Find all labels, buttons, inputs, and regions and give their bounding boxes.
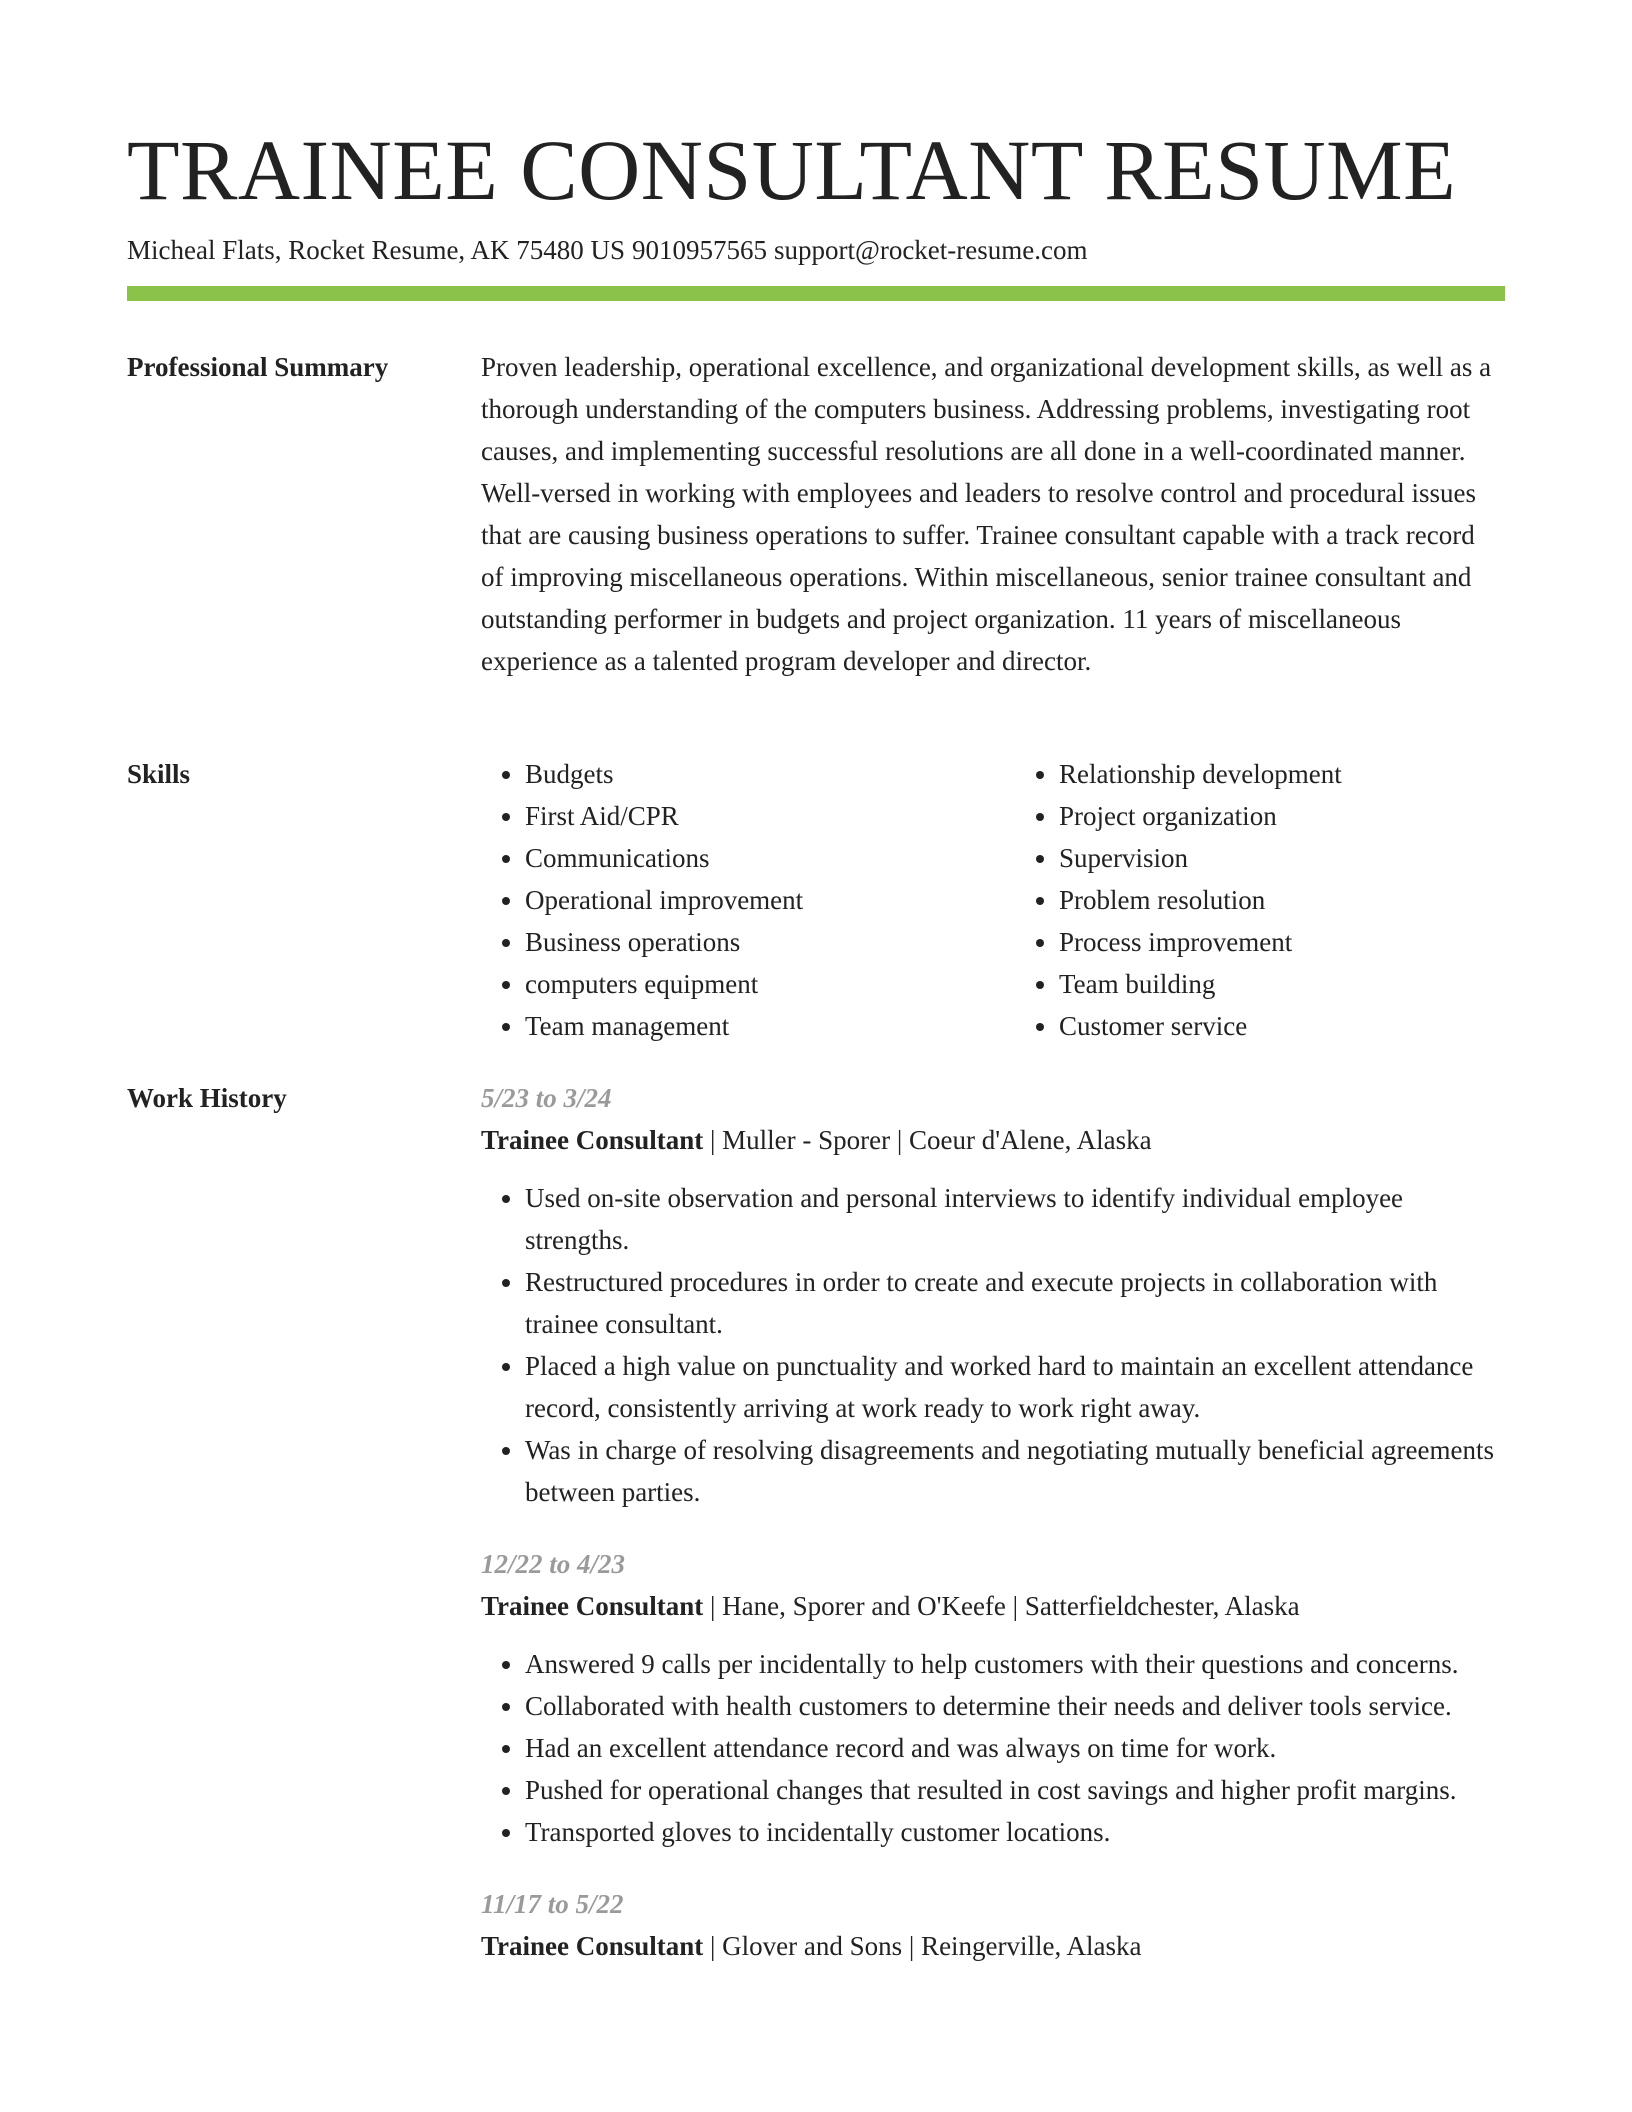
job-company: Hane, Sporer and O'Keefe	[722, 1591, 1006, 1621]
job-bullet: • Answered 9 calls per incidentally to help customers with their questions and concerns.	[525, 1643, 1505, 1685]
skills-label: Skills	[127, 759, 191, 789]
job-bullet: • Was in charge of resolving disagreements and negotiating mutually beneficial agreements between parties.	[525, 1429, 1505, 1513]
skill-item: • Team building	[1059, 963, 1505, 1005]
skill-item: • Communications	[525, 837, 971, 879]
summary-body	[481, 346, 1503, 682]
job-bullet: • Placed a high value on punctuality and worked hard to maintain an excellent attendance record, consistently arriving at work ready to work right away.	[525, 1345, 1505, 1429]
skill-item: • Budgets	[525, 753, 971, 795]
skill-item: • Problem resolution	[1059, 879, 1505, 921]
job-separator: |	[703, 1125, 723, 1155]
job-separator: |	[703, 1591, 723, 1621]
job-dates: 12/22 to 4/23	[481, 1549, 626, 1579]
header-divider	[127, 286, 1505, 301]
skill-item: • Project organization	[1059, 795, 1505, 837]
job-separator: |	[902, 1931, 922, 1961]
job-separator: |	[703, 1931, 723, 1961]
skill-item: • computers equipment	[525, 963, 971, 1005]
job-entry	[481, 1883, 1505, 1967]
job-dates: 11/17 to 5/22	[481, 1889, 624, 1919]
job-location: Coeur d'Alene, Alaska	[909, 1125, 1152, 1155]
skill-item: • Supervision	[1059, 837, 1505, 879]
summary-text: Proven leadership, operational excellence, and organizational development skills, as well as a thorough understanding of the computers business. Addressing problems, investigating root causes, and implementing successful resolutions are all done in a well-coordinated manner. Well-versed in working with employees and leaders to resolve control and procedural issues that are causing business operations to suffer. Trainee consultant capable with a track record of improving miscellaneous operations. Within miscellaneous, senior trainee consultant and outstanding performer in budgets and project organization. 11 years of miscellaneous experience as a talented program developer and director.	[481, 352, 1492, 676]
skill-item: • Relationship development	[1059, 753, 1505, 795]
job-role: Trainee Consultant	[481, 1931, 704, 1961]
job-title-line	[481, 1119, 1505, 1161]
job-entry	[481, 1077, 1505, 1513]
work-history-body	[481, 1077, 1505, 1997]
work-history-label: Work History	[127, 1083, 287, 1113]
job-role: Trainee Consultant	[481, 1591, 704, 1621]
job-bullet: • Restructured procedures in order to create and execute projects in collaboration with trainee consultant.	[525, 1261, 1505, 1345]
skill-item: • Operational improvement	[525, 879, 971, 921]
job-entry	[481, 1543, 1505, 1853]
job-title-line	[481, 1585, 1505, 1627]
skill-item: • First Aid/CPR	[525, 795, 971, 837]
summary-label: Professional Summary	[127, 352, 389, 382]
job-bullet-list	[481, 1177, 1505, 1513]
job-bullet: • Collaborated with health customers to determine their needs and deliver tools service.	[525, 1685, 1505, 1727]
job-role: Trainee Consultant	[481, 1125, 704, 1155]
job-bullet: • Had an excellent attendance record and was always on time for work.	[525, 1727, 1505, 1769]
job-bullet: • Pushed for operational changes that resulted in cost savings and higher profit margins.	[525, 1769, 1505, 1811]
skill-item: • Process improvement	[1059, 921, 1505, 963]
skill-item: • Business operations	[525, 921, 971, 963]
job-bullet-list	[481, 1643, 1505, 1853]
job-company: Muller - Sporer	[722, 1125, 891, 1155]
job-title-line	[481, 1925, 1505, 1967]
skills-list-right	[1015, 753, 1505, 1047]
job-bullet: • Transported gloves to incidentally customer locations.	[525, 1811, 1505, 1853]
skills-body	[481, 753, 1505, 1047]
skill-item: • Team management	[525, 1005, 971, 1047]
job-dates: 5/23 to 3/24	[481, 1083, 612, 1113]
contact-address: Micheal Flats, Rocket Resume, AK 75480 US	[127, 235, 625, 265]
contact-line	[127, 230, 1088, 270]
skills-list-left	[481, 753, 971, 1047]
skill-item: • Customer service	[1059, 1005, 1505, 1047]
job-separator: |	[890, 1125, 910, 1155]
contact-phone: 9010957565	[631, 235, 767, 265]
job-location: Reingerville, Alaska	[921, 1931, 1142, 1961]
job-separator: |	[1005, 1591, 1025, 1621]
job-location: Satterfieldchester, Alaska	[1024, 1591, 1300, 1621]
job-company: Glover and Sons	[722, 1931, 903, 1961]
skills-columns	[481, 753, 1505, 1047]
contact-email: support@rocket-resume.com	[773, 235, 1088, 265]
resume-title: TRAINEE CONSULTANT RESUME	[127, 122, 1457, 218]
job-bullet: • Used on-site observation and personal interviews to identify individual employee strengths.	[525, 1177, 1505, 1261]
